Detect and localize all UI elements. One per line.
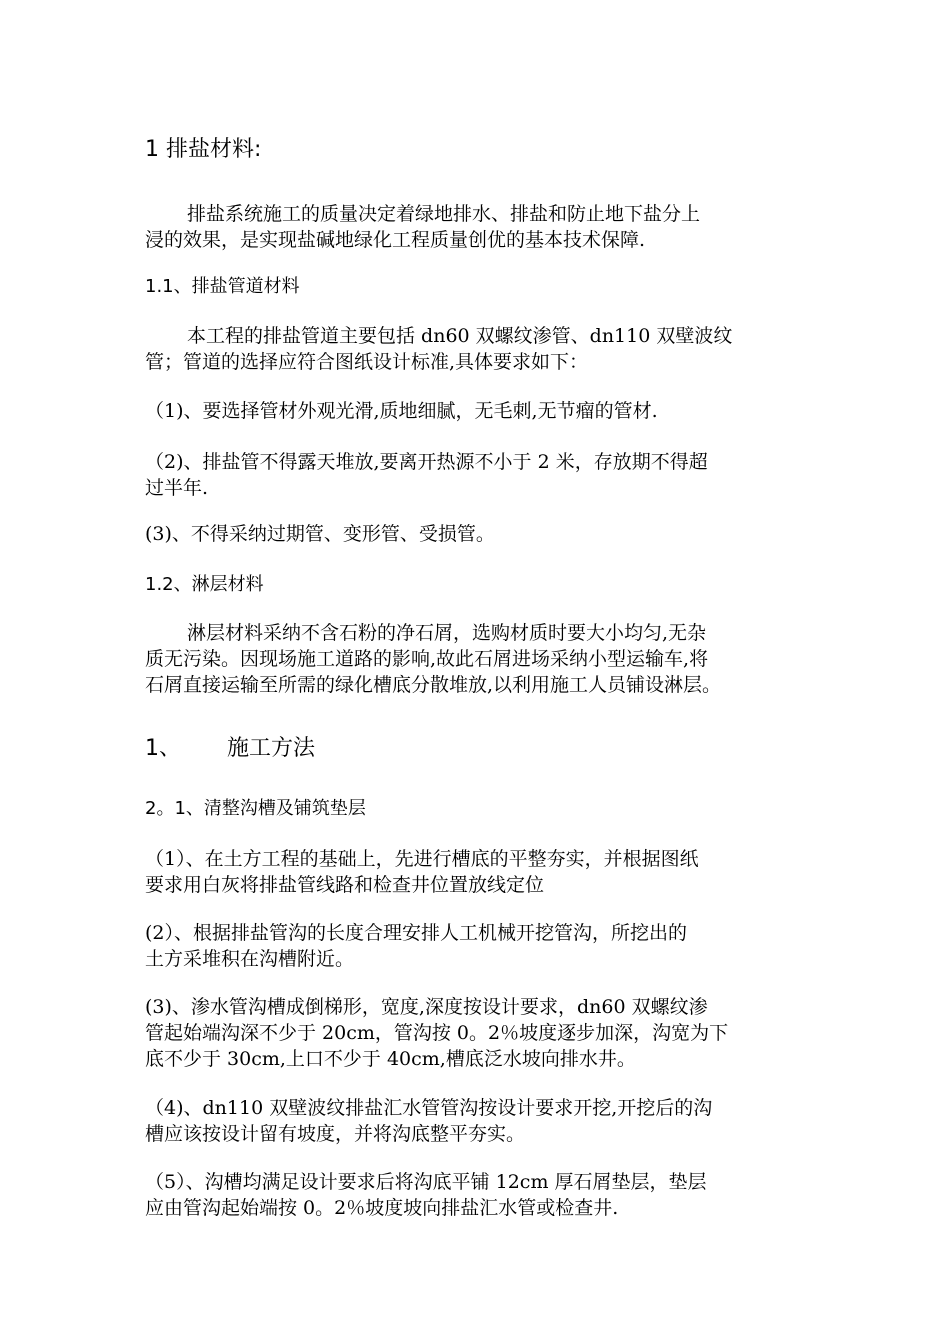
layer-materials-line: 石屑直接运输至所需的绿化槽底分散堆放,以利用施工人员铺设淋层。 (145, 674, 722, 696)
step-3-paragraph (145, 994, 810, 1072)
step-4-line: （4)、dn110 双壁波纹排盐汇水管管沟按设计要求开挖,开挖后的沟 (145, 1097, 713, 1119)
heading-drainage-materials: 1 排盐材料: (145, 137, 262, 162)
section-title-layer-materials: 1.2、淋层材料 (145, 574, 264, 595)
step-3-line: 管起始端沟深不少于 20cm，管沟按 0。2％坡度逐步加深，沟宽为下 (145, 1022, 729, 1044)
step-4-line: 槽应该按设计留有坡度，并将沟底整平夯实。 (145, 1123, 526, 1145)
step-3-line: 底不少于 30cm,上口不少于 40cm,槽底泛水坡向排水井。 (145, 1048, 636, 1070)
pipe-materials-line: 管；管道的选择应符合图纸设计标准,具体要求如下： (145, 351, 589, 373)
pipe-materials-paragraph (145, 323, 810, 375)
step-1-line: 要求用白灰将排盐管线路和检查井位置放线定位 (145, 874, 545, 896)
section-title-trench-cleaning: 2。1、清整沟槽及铺筑垫层 (145, 798, 366, 819)
requirement-item-1-line: （1)、要选择管材外观光滑,质地细腻，无毛刺,无节瘤的管材. (145, 400, 658, 422)
heading-construction-method (145, 733, 315, 765)
requirement-item-2-line: （2)、排盐管不得露天堆放,要离开热源不小于 2 米，存放期不得超 (145, 451, 708, 473)
requirement-item-2 (145, 449, 810, 501)
layer-materials-line: 质无污染。因现场施工道路的影响,故此石屑进场采纳小型运输车,将 (145, 648, 709, 670)
step-4-paragraph (145, 1095, 810, 1147)
intro-paragraph (145, 201, 810, 253)
requirement-item-3-line: (3)、不得采纳过期管、变形管、受损管。 (145, 523, 495, 545)
step-2-paragraph (145, 920, 810, 972)
step-1-paragraph (145, 846, 810, 898)
intro-line: 浸的效果，是实现盐碱地绿化工程质量创优的基本技术保障. (145, 229, 646, 251)
requirement-item-2-line: 过半年. (145, 477, 209, 499)
requirement-item-3 (145, 521, 810, 547)
layer-materials-paragraph (145, 620, 810, 698)
intro-line: 排盐系统施工的质量决定着绿地排水、排盐和防止地下盐分上 (187, 203, 701, 225)
step-2-line: (2）、根据排盐管沟的长度合理安排人工机械开挖管沟，所挖出的 (145, 922, 688, 944)
layer-materials-line: 淋层材料采纳不含石粉的净石屑，选购材质时要大小均匀,无杂 (187, 622, 707, 644)
step-5-line: （5）、沟槽均满足设计要求后将沟底平铺 12cm 厚石屑垫层，垫层 (145, 1171, 707, 1193)
heading-construction-method-number: 1、 (145, 736, 181, 761)
requirement-item-1 (145, 398, 810, 424)
step-5-line: 应由管沟起始端按 0。2％坡度坡向排盐汇水管或检查井. (145, 1197, 619, 1219)
step-1-line: （1）、在土方工程的基础上，先进行槽底的平整夯实，并根据图纸 (145, 848, 699, 870)
step-3-line: (3)、渗水管沟槽成倒梯形，宽度,深度按设计要求，dn60 双螺纹渗 (145, 996, 708, 1018)
pipe-materials-line: 本工程的排盐管道主要包括 dn60 双螺纹渗管、dn110 双壁波纹 (187, 325, 733, 347)
section-title-pipe-materials: 1.1、排盐管道材料 (145, 276, 300, 297)
heading-construction-method-text: 施工方法 (227, 736, 316, 761)
step-5-paragraph (145, 1169, 810, 1221)
step-2-line: 土方采堆积在沟槽附近。 (145, 948, 355, 970)
